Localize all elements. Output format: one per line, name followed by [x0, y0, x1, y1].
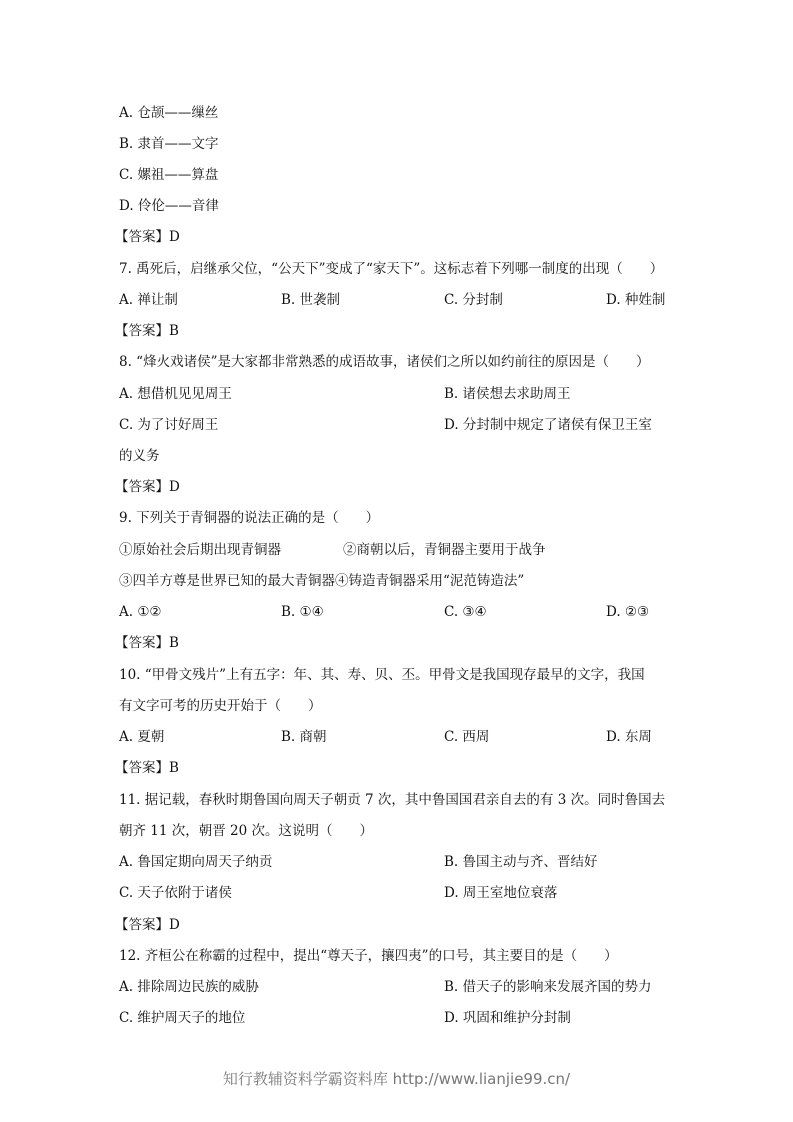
q8-option-d: D. 分封制中规定了诸侯有保卫王室 — [444, 417, 652, 433]
q12-option-d: D. 巩固和维护分封制 — [444, 1010, 571, 1026]
q12-option-c: C. 维护周天子的地位 — [119, 1010, 246, 1026]
q11-stem-continued: 朝齐 11 次，朝晋 20 次。这说明（ ） — [119, 823, 374, 839]
q7-option-b: B. 世袭制 — [281, 292, 341, 308]
q11-option-a: A. 鲁国定期向周天子纳贡 — [119, 854, 273, 870]
q6-option-c: C. 嫘祖——算盘 — [119, 167, 219, 183]
q9-answer: 【答案】B — [115, 635, 179, 651]
q9-stem: 9. 下列关于青铜器的说法正确的是（ ） — [119, 510, 380, 526]
q9-option-a: A. ①② — [119, 604, 162, 620]
q9-option-c: C. ③④ — [444, 604, 487, 620]
q10-option-d: D. 东周 — [606, 729, 652, 745]
q12-option-b: B. 借天子的影响来发展齐国的势力 — [444, 979, 652, 995]
q6-option-a: A. 仓颉——缫丝 — [119, 105, 219, 121]
q10-option-a: A. 夏朝 — [119, 729, 165, 745]
q9-option-b: B. ①④ — [281, 604, 324, 620]
q8-option-c: C. 为了讨好周王 — [119, 417, 219, 433]
q10-option-b: B. 商朝 — [281, 729, 327, 745]
q11-stem: 11. 据记载，春秋时期鲁国向周天子朝贡 7 次，其中鲁国国君亲自去的有 3 次。同时鲁国去 — [119, 792, 666, 808]
q11-option-b: B. 鲁国主动与齐、晋结好 — [444, 854, 598, 870]
q6-answer: 【答案】D — [115, 229, 180, 245]
q7-answer: 【答案】B — [115, 323, 179, 339]
q8-option-a: A. 想借机见见周王 — [119, 386, 232, 402]
q8-option-b: B. 诸侯想去求助周王 — [444, 386, 571, 402]
q9-statements-3-4: ③四羊方尊是世界已知的最大青铜器④铸造青铜器采用“泥范铸造法” — [119, 573, 525, 589]
page-footer-watermark: 知行教辅资料学霸资料库 http://www.lianjie99.cn/ — [222, 1070, 571, 1088]
q12-option-a: A. 排除周边民族的威胁 — [119, 979, 259, 995]
q7-option-d: D. 种姓制 — [606, 292, 666, 308]
q9-option-d: D. ②③ — [606, 604, 650, 620]
q6-option-b: B. 隶首——文字 — [119, 136, 219, 152]
q10-stem-continued: 有文字可考的历史开始于（ ） — [119, 698, 322, 714]
q10-stem: 10. “甲骨文残片”上有五字：年、其、寿、贝、丕。甲骨文是我国现存最早的文字，我国 — [119, 667, 645, 683]
q9-statement-1: ①原始社会后期出现青铜器 — [119, 542, 281, 558]
q8-option-d-continued: 的义务 — [119, 448, 160, 464]
q7-option-c: C. 分封制 — [444, 292, 503, 308]
q6-option-d: D. 伶伦——音律 — [119, 198, 219, 214]
q11-option-c: C. 天子依附于诸侯 — [119, 885, 232, 901]
q10-option-c: C. 西周 — [444, 729, 490, 745]
q8-answer: 【答案】D — [115, 479, 180, 495]
q10-answer: 【答案】B — [115, 760, 179, 776]
q7-stem: 7. 禹死后，启继承父位，“公天下”变成了“家天下”。这标志着下列哪一制度的出现（ ） — [119, 261, 664, 277]
q7-option-a: A. 禅让制 — [119, 292, 178, 308]
q9-statement-2: ②商朝以后，青铜器主要用于战争 — [343, 542, 546, 558]
q8-stem: 8. “烽火戏诸侯”是大家都非常熟悉的成语故事，诸侯们之所以如约前往的原因是（ ） — [119, 354, 650, 370]
q11-answer: 【答案】D — [115, 917, 180, 933]
q11-option-d: D. 周王室地位衰落 — [444, 885, 558, 901]
q12-stem: 12. 齐桓公在称霸的过程中，提出“尊天子，攘四夷”的口号，其主要目的是（ ） — [119, 948, 618, 964]
